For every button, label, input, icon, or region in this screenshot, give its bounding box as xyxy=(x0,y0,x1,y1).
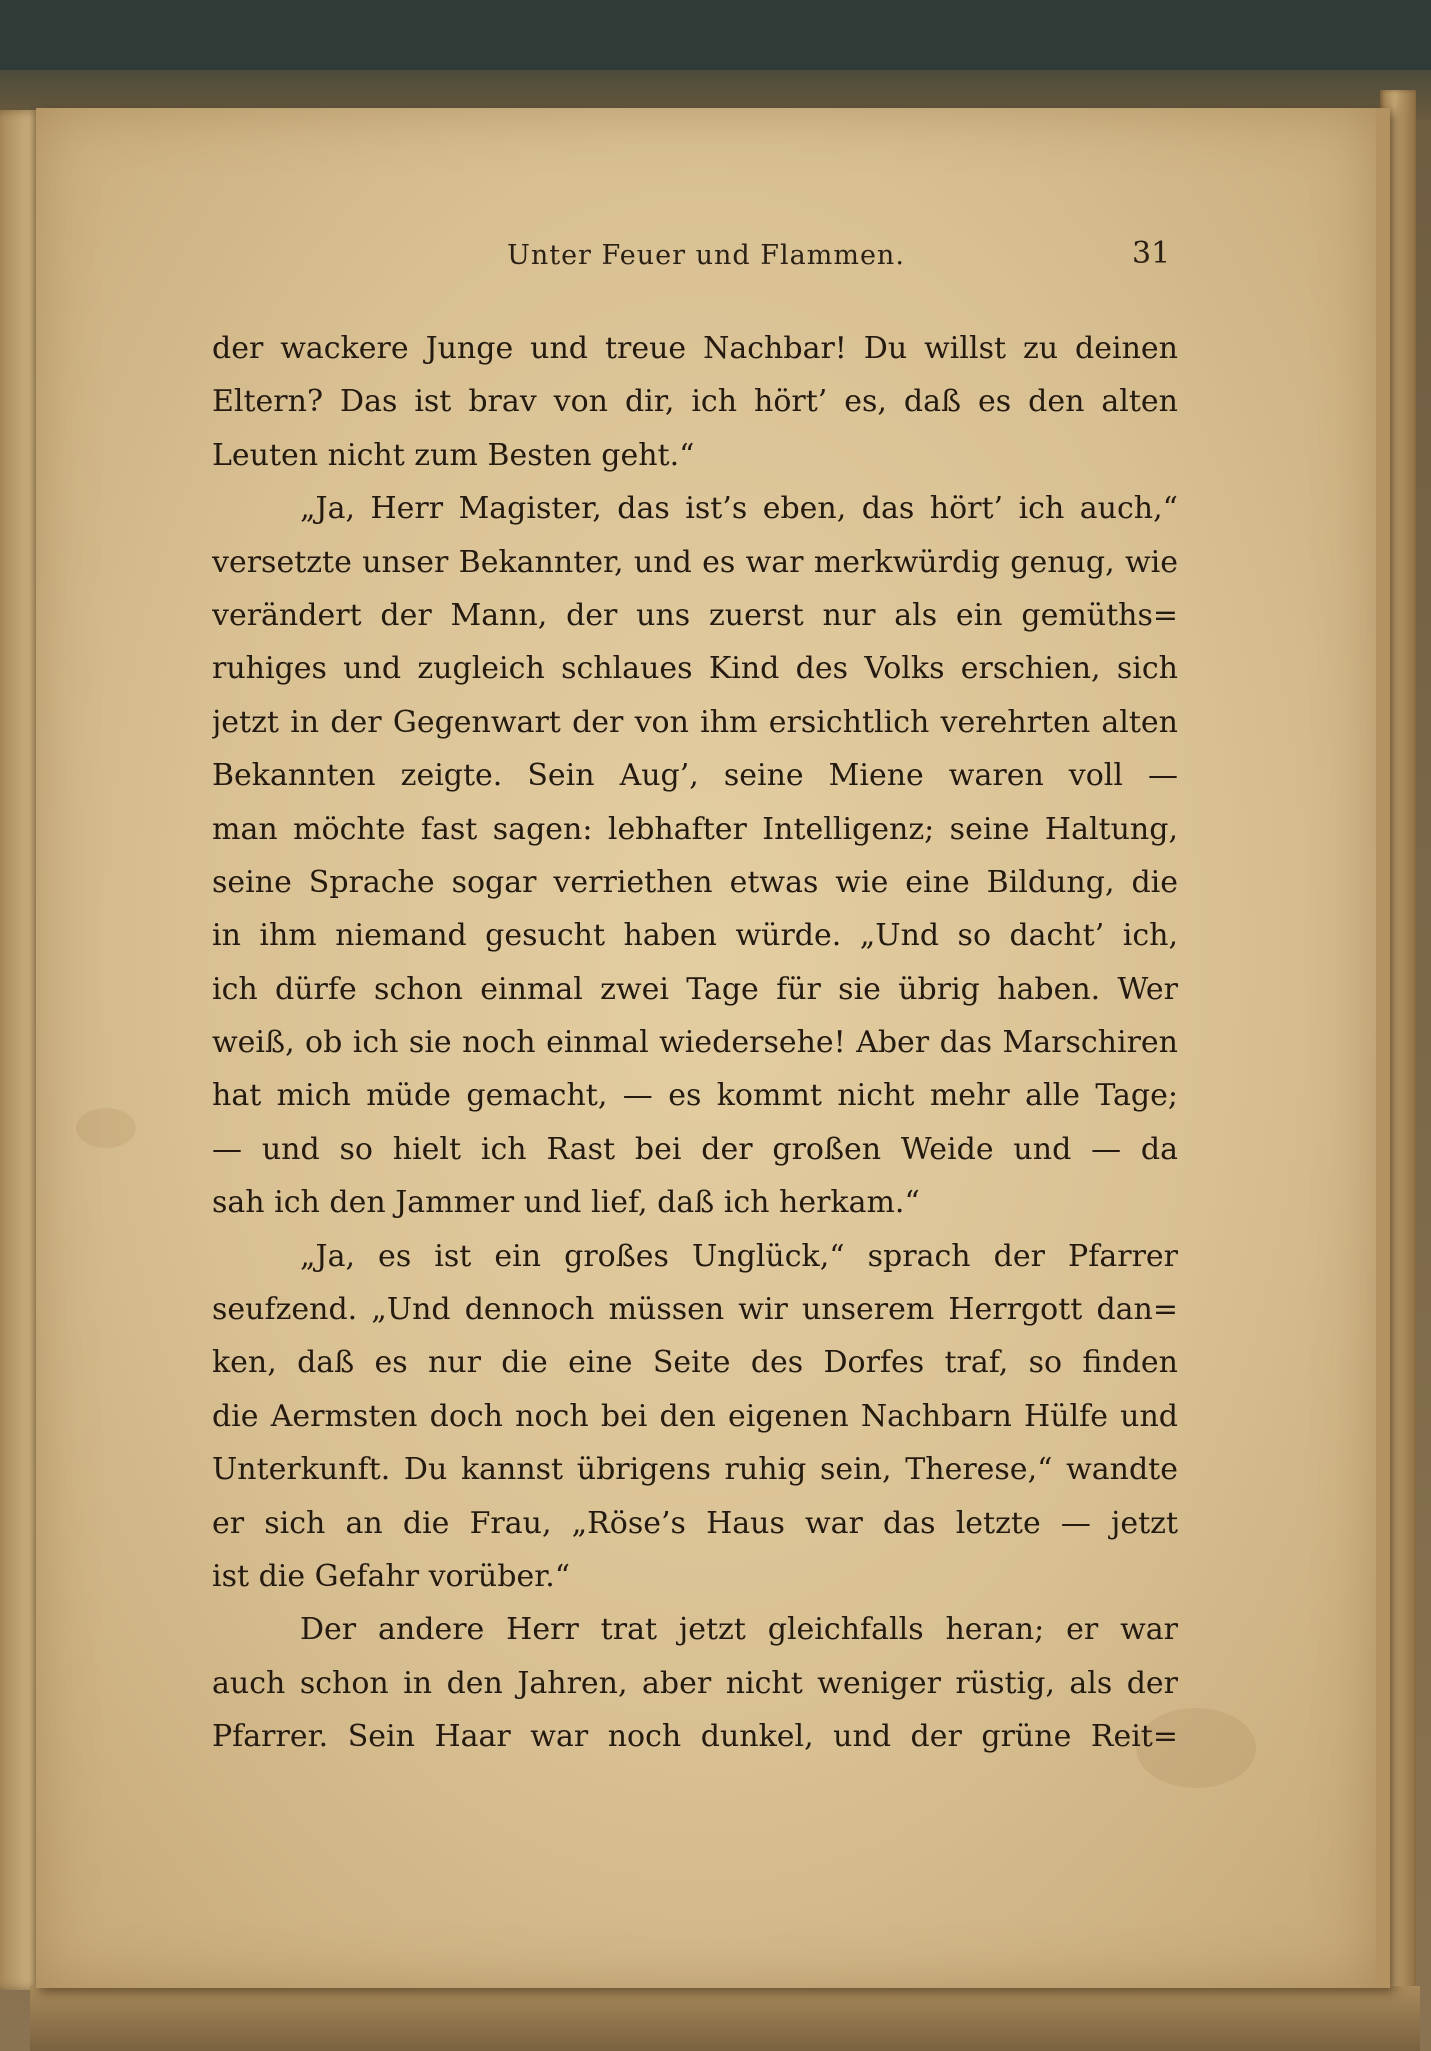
running-title: Unter Feuer und Flammen. xyxy=(507,240,905,271)
text-line: Leuten nicht zum Besten geht.“ xyxy=(212,437,695,473)
text-line: „Ja, Herr Magister, das ist’s eben, das hört’ ich auch,“ xyxy=(300,491,1178,527)
page-number: 31 xyxy=(1132,236,1171,271)
text-line: er sich an die Frau, „Röse’s Haus war das letzte — jetzt xyxy=(212,1505,1178,1541)
body-text xyxy=(212,322,1178,1764)
text-line: seine Sprache sogar verriethen etwas wie eine Bildung, die xyxy=(212,864,1178,900)
paper-stain xyxy=(76,1108,136,1148)
text-line: die Aermsten doch noch bei den eigenen Nachbarn Hülfe und xyxy=(212,1398,1178,1434)
text-line: in ihm niemand gesucht haben würde. „Und so dacht’ ich, xyxy=(212,918,1178,954)
text-line: auch schon in den Jahren, aber nicht weniger rüstig, als der xyxy=(212,1665,1178,1701)
text-line: man möchte fast sagen: lebhafter Intelligenz; seine Haltung, xyxy=(212,811,1178,847)
text-line: — und so hielt ich Rast bei der großen Weide und — da xyxy=(212,1131,1178,1167)
text-line: jetzt in der Gegenwart der von ihm ersichtlich verehrten alten xyxy=(212,704,1178,740)
text-line: sah ich den Jammer und lief, daß ich herkam.“ xyxy=(212,1185,920,1221)
text-line: weiß, ob ich sie noch einmal wiedersehe! Aber das Marschiren xyxy=(212,1025,1178,1061)
text-line: Eltern? Das ist brav von dir, ich hört’ es, daß es den alten xyxy=(212,384,1178,420)
text-line: Pfarrer. Sein Haar war noch dunkel, und der grüne Reit= xyxy=(212,1719,1178,1755)
text-line: ist die Gefahr vorüber.“ xyxy=(212,1558,571,1594)
text-line: der wackere Junge und treue Nachbar! Du willst zu deinen xyxy=(212,331,1178,366)
text-line: hat mich müde gemacht, — es kommt nicht mehr alle Tage; xyxy=(212,1078,1178,1114)
text-line: Bekannten zeigte. Sein Aug’, seine Miene waren voll — xyxy=(212,758,1178,794)
running-head xyxy=(36,236,1376,280)
text-line: verändert der Mann, der uns zuerst nur als ein gemüths= xyxy=(212,597,1178,633)
text-line: ich dürfe schon einmal zwei Tage für sie übrig haben. Wer xyxy=(212,971,1178,1007)
bottom-page-edges xyxy=(30,1986,1420,2051)
text-line: Unterkunft. Du kannst übrigens ruhig sein, Therese,“ wandte xyxy=(212,1452,1178,1488)
text-line: Der andere Herr trat jetzt gleichfalls heran; er war xyxy=(300,1612,1178,1648)
text-line: ruhiges und zugleich schlaues Kind des Volks erschien, sich xyxy=(212,651,1178,687)
text-line: seufzend. „Und dennoch müssen wir unserem Herrgott dan= xyxy=(212,1292,1178,1328)
text-line: versetzte unser Bekannter, und es war merkwürdig genug, wie xyxy=(212,544,1178,580)
text-line: ken, daß es nur die eine Seite des Dorfes traf, so finden xyxy=(212,1345,1178,1381)
text-line: „Ja, es ist ein großes Unglück,“ sprach der Pfarrer xyxy=(300,1238,1178,1274)
book-cover-strip xyxy=(0,0,1431,70)
